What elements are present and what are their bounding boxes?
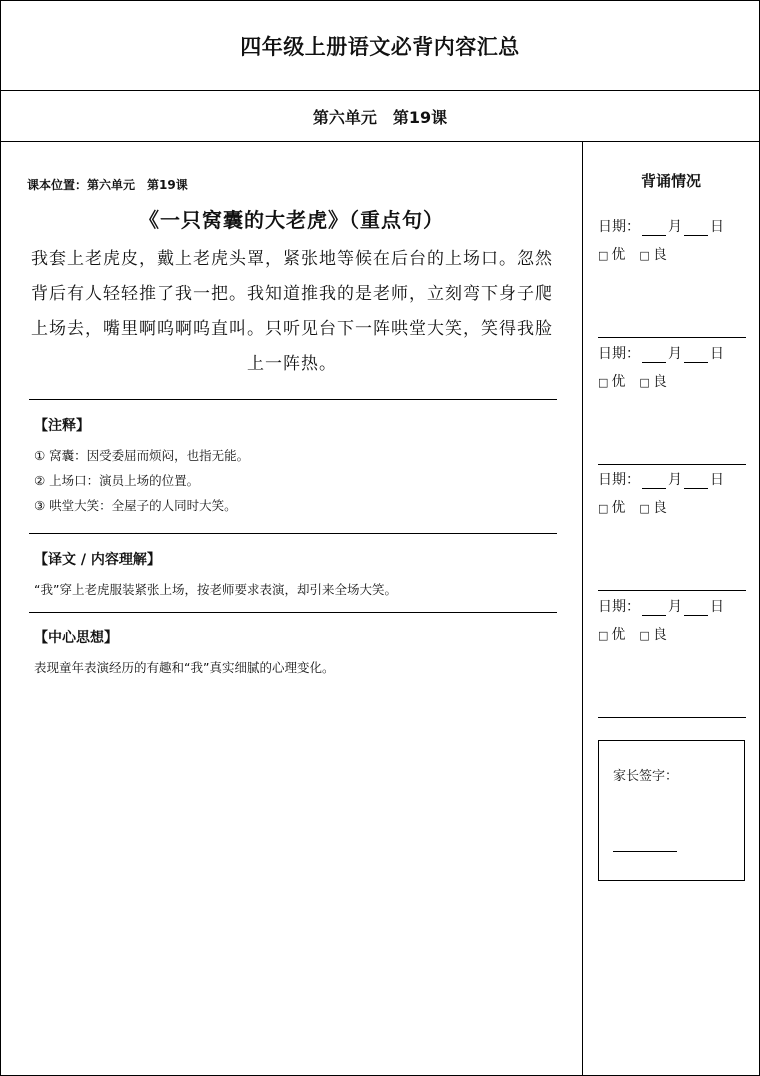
note-item: ① 窝囊：因受委屈而烦闷，也指无能。 (34, 448, 250, 463)
signature-line[interactable] (613, 851, 677, 852)
divider (29, 533, 557, 534)
unit-label: 第六单元 (312, 107, 377, 127)
divider (598, 717, 746, 718)
checkbox-excellent[interactable]: □ (598, 249, 609, 262)
date-field[interactable]: 日期： 月 日 (598, 472, 724, 488)
page-title: 四年级上册语文必背内容汇总 (1, 1, 759, 91)
notes-title: 【注释】 (34, 418, 90, 434)
checkbox-good[interactable]: □ (639, 376, 650, 389)
theme-title: 【中心思想】 (34, 630, 118, 646)
divider (598, 464, 746, 465)
date-field[interactable]: 日期： 月 日 (598, 346, 724, 362)
recitation-record: 日期： 月 日 □ 优 □ 良 (598, 469, 746, 517)
note-item: ② 上场口：演员上场的位置。 (34, 473, 200, 488)
content-area (1, 142, 759, 1075)
passage-text: 我套上老虎皮，戴上老虎头罩，紧张地等候在后台的上场口。忽然背后有人轻轻推了我一把。我知道推我的是老师，立刻弯下身子爬上场去，嘴里啊呜啊呜直叫。只听见台下一阵哄堂大笑，笑得我脸上一阵热。 (31, 249, 553, 374)
recitation-record: 日期： 月 日 □ 优 □ 良 (598, 596, 746, 644)
checkbox-good[interactable]: □ (639, 249, 650, 262)
textbook-location: 课本位置：第六单元 第19课 (27, 178, 188, 192)
checkbox-good[interactable]: □ (639, 502, 650, 515)
divider (598, 590, 746, 591)
checkbox-excellent[interactable]: □ (598, 629, 609, 642)
theme-text: 表现童年表演经历的有趣和“我”真实细腻的心理变化。 (34, 660, 335, 675)
main-column (1, 142, 583, 1075)
passage-title: 《一只窝囊的大老虎》（重点句） (139, 208, 444, 232)
date-field[interactable]: 日期： 月 日 (598, 599, 724, 615)
lesson-label: 第19课 (392, 107, 448, 127)
signature-label: 家长签字： (613, 769, 679, 784)
checkbox-excellent[interactable]: □ (598, 376, 609, 389)
recitation-record: 日期： 月 日 □ 优 □ 良 (598, 216, 746, 264)
translation-title: 【译文 / 内容理解】 (34, 552, 161, 568)
divider (29, 399, 557, 400)
checkbox-excellent[interactable]: □ (598, 502, 609, 515)
divider (29, 612, 557, 613)
translation-text: “我”穿上老虎服装紧张上场，按老师要求表演，却引来全场大笑。 (34, 582, 397, 597)
recitation-record: 日期： 月 日 □ 优 □ 良 (598, 343, 746, 391)
parent-signature-box (598, 740, 745, 881)
checkbox-good[interactable]: □ (639, 629, 650, 642)
recitation-heading: 背诵情况 (640, 172, 701, 190)
divider (598, 337, 746, 338)
note-item: ③ 哄堂大笑：全屋子的人同时大笑。 (34, 498, 237, 513)
unit-lesson-header (1, 91, 759, 142)
date-field[interactable]: 日期： 月 日 (598, 219, 724, 235)
recitation-column (583, 142, 759, 1075)
